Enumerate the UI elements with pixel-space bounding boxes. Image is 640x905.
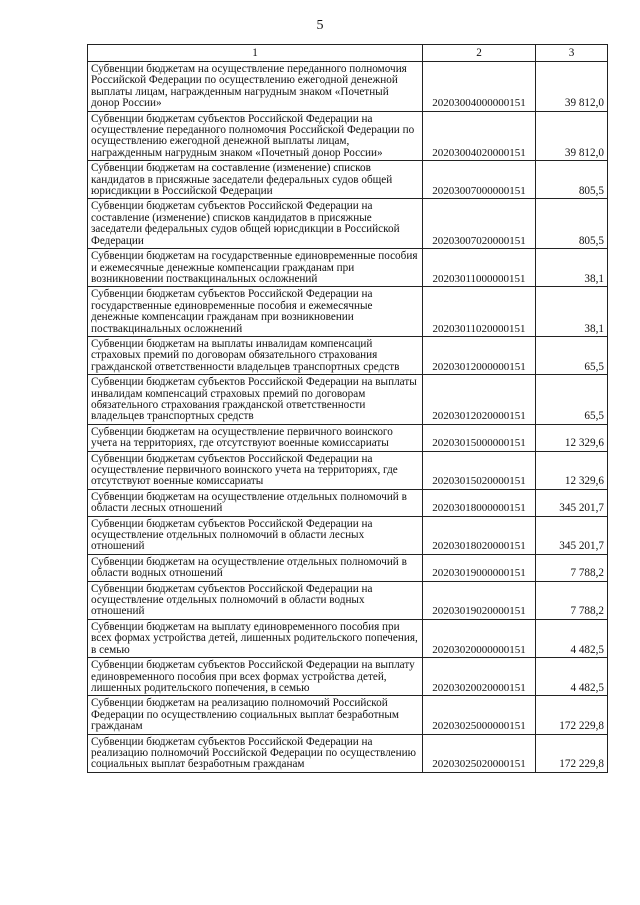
row-description: Субвенции бюджетам субъектов Российской Федерации на реализацию полномочий Российской Федерации по осуществлению социальных выплат безработным гражданам: [88, 734, 423, 772]
row-description: Субвенции бюджетам на выплату единовременного пособия при всех формах устройства детей, лишенных родительского попечения, в семью: [88, 619, 423, 657]
table-row: [88, 489, 608, 516]
row-code: 20203004000000151: [423, 62, 536, 112]
row-description: Субвенции бюджетам субъектов Российской Федерации на выплату единовременного пособия при всех формах устройства детей, лишенных родительского попечения, в семью: [88, 658, 423, 696]
row-description: Субвенции бюджетам субъектов Российской Федерации на выплаты инвалидам компенсаций страховых премий по договорам обязательного страхования гражданской ответственности владельцев транспортных средств: [88, 375, 423, 425]
table-row: [88, 619, 608, 657]
row-amount: 65,5: [536, 375, 608, 425]
table-row: [88, 62, 608, 112]
row-amount: 7 788,2: [536, 554, 608, 581]
table-row: [88, 696, 608, 734]
table-row: [88, 734, 608, 772]
table-row: [88, 516, 608, 554]
row-code: 20203004020000151: [423, 111, 536, 161]
row-amount: 12 329,6: [536, 451, 608, 489]
row-amount: 7 788,2: [536, 581, 608, 619]
table-row: [88, 336, 608, 374]
row-amount: 345 201,7: [536, 516, 608, 554]
row-amount: 39 812,0: [536, 111, 608, 161]
row-code: 20203019020000151: [423, 581, 536, 619]
budget-table: [87, 44, 608, 773]
row-amount: 345 201,7: [536, 489, 608, 516]
row-amount: 805,5: [536, 199, 608, 249]
row-code: 20203025000000151: [423, 696, 536, 734]
row-description: Субвенции бюджетам на государственные единовременные пособия и ежемесячные денежные компенсации гражданам при возникновении поствакцинальных осложнений: [88, 249, 423, 287]
table-row: [88, 581, 608, 619]
row-description: Субвенции бюджетам субъектов Российской Федерации на осуществление переданного полномочия Российской Федерации по осуществлению ежегодной денежной выплаты лицам, награжденным нагрудным знаком «Почетный донор России»: [88, 111, 423, 161]
table-row: [88, 375, 608, 425]
column-header-3: 3: [536, 45, 608, 62]
column-header-1: 1: [88, 45, 423, 62]
table-row: [88, 161, 608, 199]
row-description: Субвенции бюджетам субъектов Российской Федерации на осуществление отдельных полномочий в области лесных отношений: [88, 516, 423, 554]
row-code: 20203015000000151: [423, 424, 536, 451]
row-description: Субвенции бюджетам субъектов Российской Федерации на государственные единовременные пособия и ежемесячные денежные компенсации гражданам при возникновении поствакцинальных осложнений: [88, 287, 423, 337]
row-code: 20203019000000151: [423, 554, 536, 581]
row-description: Субвенции бюджетам субъектов Российской Федерации на осуществление первичного воинского учета на территориях, где отсутствуют военные комиссариаты: [88, 451, 423, 489]
table-row: [88, 424, 608, 451]
row-description: Субвенции бюджетам на осуществление отдельных полномочий в области водных отношений: [88, 554, 423, 581]
row-amount: 4 482,5: [536, 619, 608, 657]
row-code: 20203025020000151: [423, 734, 536, 772]
table-row: [88, 554, 608, 581]
row-amount: 4 482,5: [536, 658, 608, 696]
table-header-row: [88, 45, 608, 62]
table-row: [88, 451, 608, 489]
row-code: 20203007020000151: [423, 199, 536, 249]
row-code: 20203020000000151: [423, 619, 536, 657]
page-number: 5: [316, 18, 324, 33]
row-description: Субвенции бюджетам на реализацию полномочий Российской Федерации по осуществлению социальных выплат безработным гражданам: [88, 696, 423, 734]
table-row: [88, 249, 608, 287]
row-amount: 65,5: [536, 336, 608, 374]
column-header-2: 2: [423, 45, 536, 62]
row-code: 20203012020000151: [423, 375, 536, 425]
row-code: 20203011020000151: [423, 287, 536, 337]
row-amount: 39 812,0: [536, 62, 608, 112]
row-description: Субвенции бюджетам на осуществление первичного воинского учета на территориях, где отсутствуют военные комиссариаты: [88, 424, 423, 451]
row-amount: 172 229,8: [536, 696, 608, 734]
row-code: 20203018020000151: [423, 516, 536, 554]
row-description: Субвенции бюджетам субъектов Российской Федерации на осуществление отдельных полномочий в области водных отношений: [88, 581, 423, 619]
table-row: [88, 658, 608, 696]
row-amount: 38,1: [536, 287, 608, 337]
row-code: 20203018000000151: [423, 489, 536, 516]
row-description: Субвенции бюджетам на осуществление отдельных полномочий в области лесных отношений: [88, 489, 423, 516]
row-amount: 38,1: [536, 249, 608, 287]
row-code: 20203011000000151: [423, 249, 536, 287]
table-row: [88, 111, 608, 161]
row-code: 20203007000000151: [423, 161, 536, 199]
row-description: Субвенции бюджетам на составление (изменение) списков кандидатов в присяжные заседатели федеральных судов общей юрисдикции в Российской Федерации: [88, 161, 423, 199]
row-code: 20203015020000151: [423, 451, 536, 489]
table-body: [88, 62, 608, 773]
row-description: Субвенции бюджетам субъектов Российской Федерации на составление (изменение) списков кандидатов в присяжные заседатели федеральных судов общей юрисдикции в Российской Федерации: [88, 199, 423, 249]
table-row: [88, 287, 608, 337]
row-amount: 805,5: [536, 161, 608, 199]
row-code: 20203020020000151: [423, 658, 536, 696]
row-description: Субвенции бюджетам на выплаты инвалидам компенсаций страховых премий по договорам обязательного страхования гражданской ответственности владельцев транспортных средств: [88, 336, 423, 374]
row-amount: 12 329,6: [536, 424, 608, 451]
table-row: [88, 199, 608, 249]
row-description: Субвенции бюджетам на осуществление переданного полномочия Российской Федерации по осуществлению ежегодной денежной выплаты лицам, награжденным нагрудным знаком «Почетный донор России»: [88, 62, 423, 112]
row-code: 20203012000000151: [423, 336, 536, 374]
row-amount: 172 229,8: [536, 734, 608, 772]
